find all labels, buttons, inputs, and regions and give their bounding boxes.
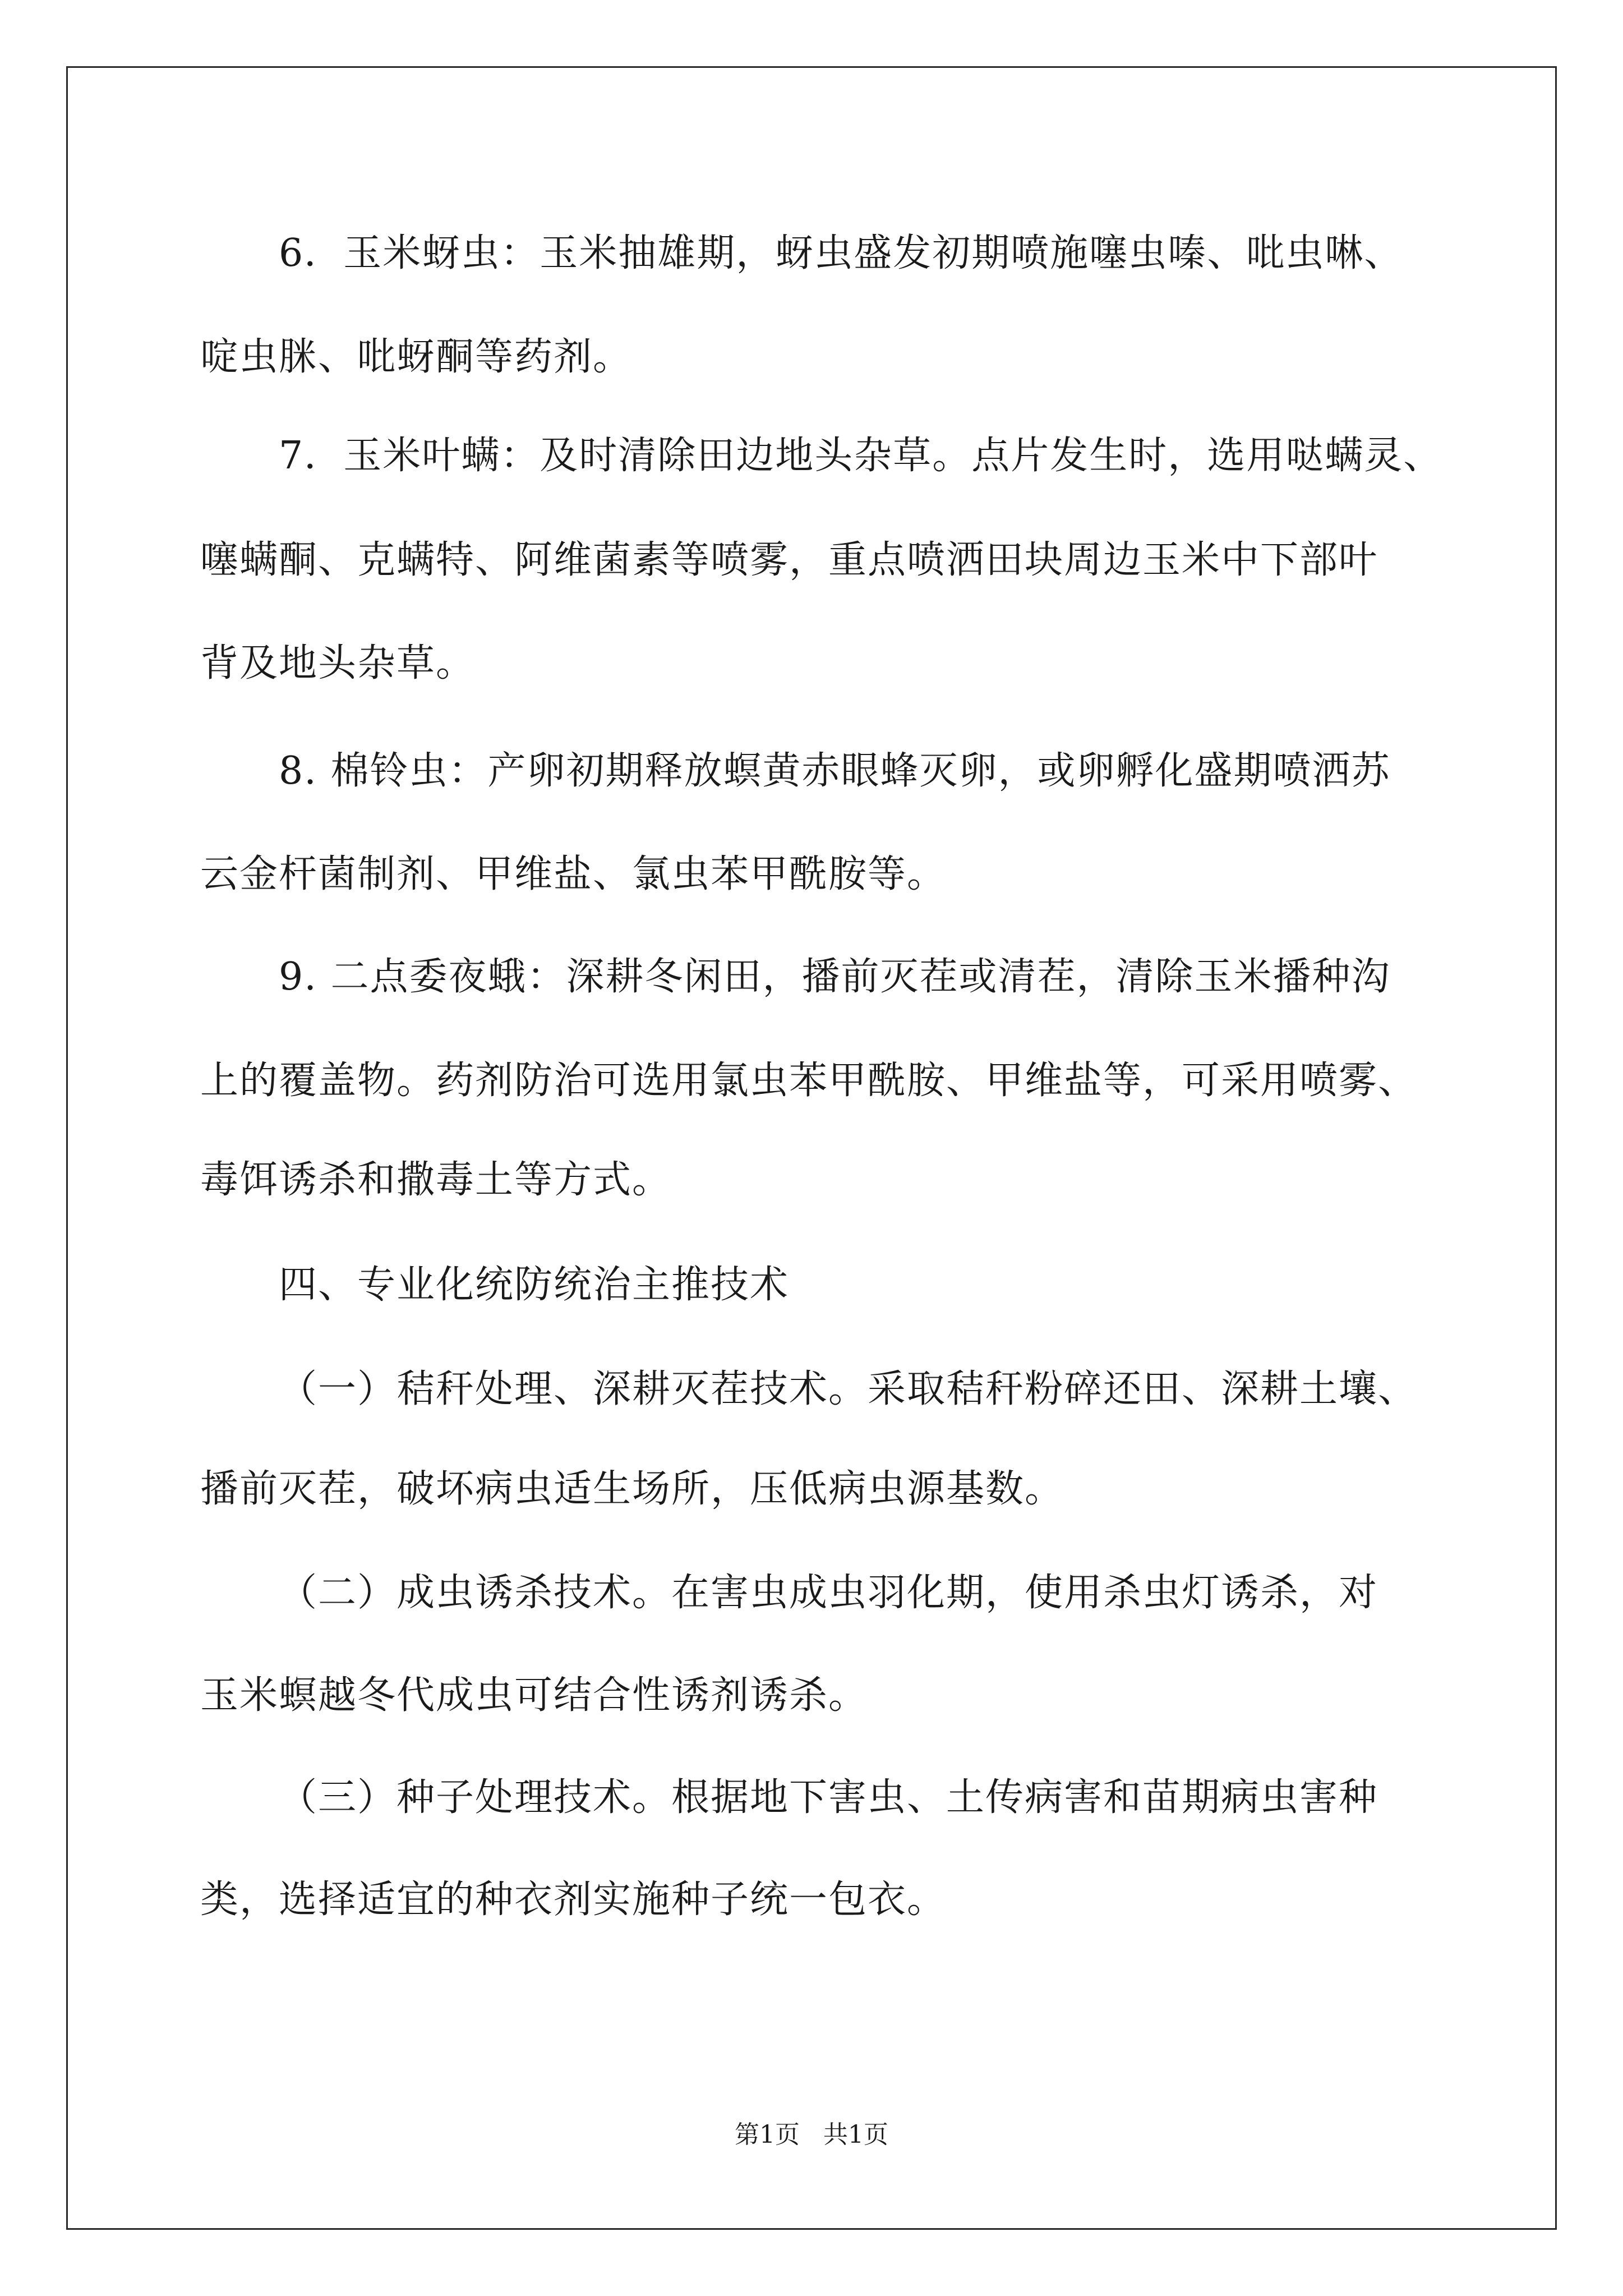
paragraph-line: 啶虫脒、吡蚜酮等药剂。 <box>200 335 633 379</box>
paragraph-line: 8. 棉铃虫：产卵初期释放螟黄赤眼蜂灭卵，或卵孵化盛期喷洒苏 <box>279 749 1391 793</box>
section-heading: 四、专业化统防统治主推技术 <box>279 1263 790 1307</box>
paragraph-line: 6．玉米蚜虫：玉米抽雄期，蚜虫盛发初期喷施噻虫嗪、吡虫啉、 <box>279 231 1404 275</box>
paragraph-line: 9. 二点委夜蛾：深耕冬闲田，播前灭茬或清茬，清除玉米播种沟 <box>279 955 1391 999</box>
paragraph-line: 玉米螟越冬代成虫可结合性诱剂诱杀。 <box>200 1673 868 1718</box>
paragraph-line: 背及地头杂草。 <box>200 641 476 685</box>
paragraph-line: 上的覆盖物。药剂防治可选用氯虫苯甲酰胺、甲维盐等，可采用喷雾、 <box>200 1059 1418 1103</box>
paragraph-line: 毒饵诱杀和撒毒土等方式。 <box>200 1158 672 1202</box>
paragraph-line: （一）秸秆处理、深耕灭茬技术。采取秸秆粉碎还田、深耕土壤、 <box>279 1367 1418 1411</box>
paragraph-line: 噻螨酮、克螨特、阿维菌素等喷雾，重点喷洒田块周边玉米中下部叶 <box>200 538 1378 582</box>
paragraph-line: （二）成虫诱杀技术。在害虫成虫羽化期，使用杀虫灯诱杀，对 <box>279 1571 1378 1615</box>
paragraph-line: 云金杆菌制剂、甲维盐、氯虫苯甲酰胺等。 <box>200 852 947 896</box>
paragraph-line: 7．玉米叶螨：及时清除田边地头杂草。点片发生时，选用哒螨灵、 <box>279 434 1443 478</box>
page-footer: 第1页 共1页 <box>735 2120 888 2149</box>
paragraph-line: 类，选择适宜的种衣剂实施种子统一包衣。 <box>200 1878 947 1922</box>
paragraph-line: 播前灭茬，破坏病虫适生场所，压低病虫源基数。 <box>200 1467 1064 1511</box>
paragraph-line: （三）种子处理技术。根据地下害虫、土传病害和苗期病虫害种 <box>279 1775 1378 1820</box>
